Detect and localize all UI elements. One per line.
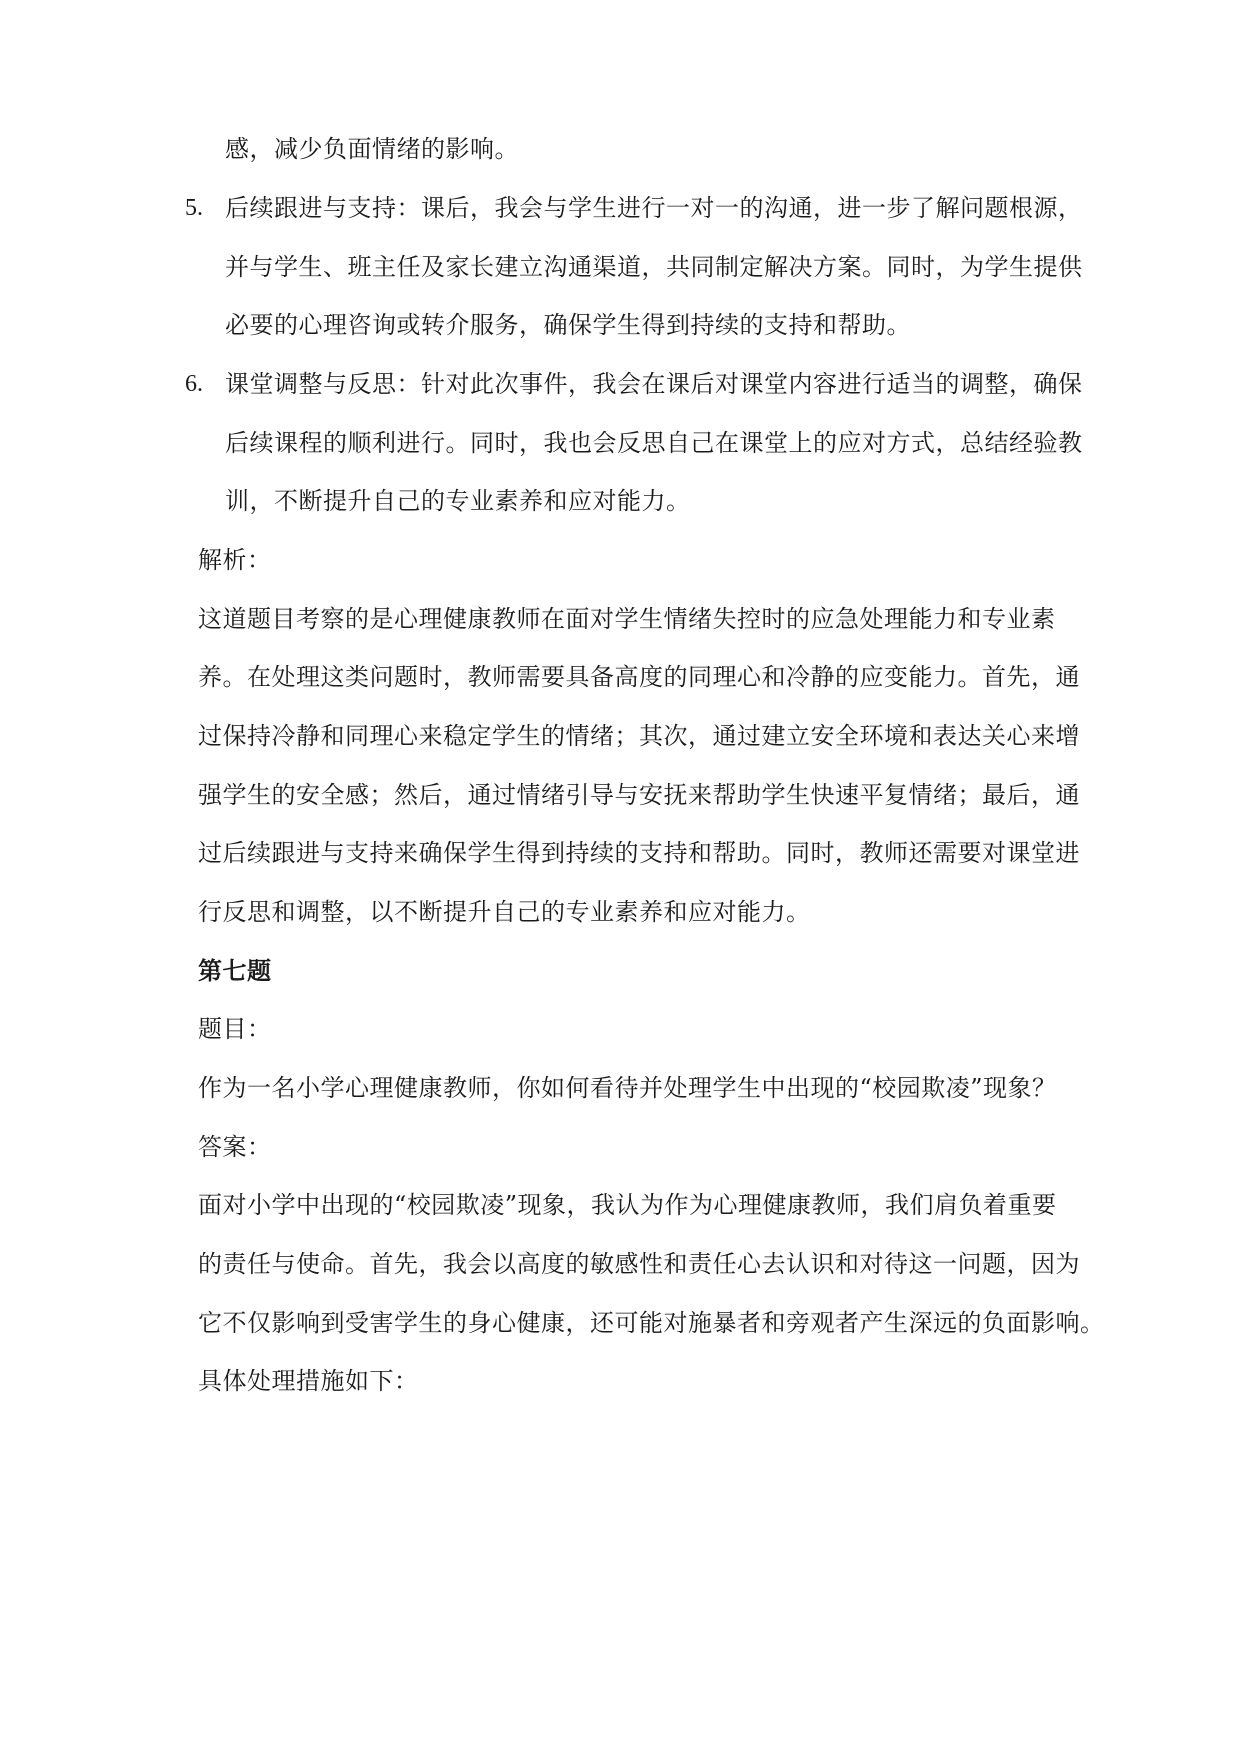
question7-answer-line-3: 它不仅影响到受害学生的身心健康，还可能对施暴者和旁观者产生深远的负面影响。 <box>198 1309 1105 1337</box>
item6-number: 6. <box>185 371 203 397</box>
item6-line-1: 课堂调整与反思：针对此次事件，我会在课后对课堂内容进行适当的调整，确保 <box>225 370 1083 398</box>
analysis-line-4: 强学生的安全感；然后，通过情绪引导与安抚来帮助学生快速平复情绪；最后，通 <box>198 781 1080 809</box>
question7-question-label: 题目： <box>198 1015 272 1043</box>
item5-line-3: 必要的心理咨询或转介服务，确保学生得到持续的支持和帮助。 <box>225 311 911 339</box>
analysis-line-6: 行反思和调整，以不断提升自己的专业素养和应对能力。 <box>198 898 811 926</box>
analysis-line-5: 过后续跟进与支持来确保学生得到持续的支持和帮助。同时，教师还需要对课堂进 <box>198 839 1080 867</box>
item6-line-3: 训，不断提升自己的专业素养和应对能力。 <box>225 487 691 515</box>
item5-line-1: 后续跟进与支持：课后，我会与学生进行一对一的沟通，进一步了解问题根源， <box>225 194 1083 222</box>
analysis-line-3: 过保持冷静和同理心来稳定学生的情绪；其次，通过建立安全环境和表达关心来增 <box>198 722 1080 750</box>
question7-answer-line-2: 的责任与使命。首先，我会以高度的敏感性和责任心去认识和对待这一问题，因为 <box>198 1250 1080 1278</box>
item4-continuation: 感，减少负面情绪的影响。 <box>225 135 519 163</box>
analysis-label: 解析： <box>198 546 272 574</box>
question7-question-text: 作为一名小学心理健康教师，你如何看待并处理学生中出现的“校园欺凌”现象？ <box>198 1074 1057 1102</box>
item5-line-2: 并与学生、班主任及家长建立沟通渠道，共同制定解决方案。同时，为学生提供 <box>225 253 1083 281</box>
item6-line-2: 后续课程的顺利进行。同时，我也会反思自己在课堂上的应对方式，总结经验教 <box>225 429 1083 457</box>
question7-answer-line-4: 具体处理措施如下： <box>198 1367 419 1395</box>
question7-answer-label: 答案： <box>198 1133 272 1161</box>
analysis-line-2: 养。在处理这类问题时，教师需要具备高度的同理心和冷静的应变能力。首先，通 <box>198 663 1080 691</box>
analysis-line-1: 这道题目考察的是心理健康教师在面对学生情绪失控时的应急处理能力和专业素 <box>198 605 1056 633</box>
question7-heading: 第七题 <box>198 956 272 985</box>
item5-number: 5. <box>185 195 203 221</box>
question7-answer-line-1: 面对小学中出现的“校园欺凌”现象，我认为作为心理健康教师，我们肩负着重要 <box>198 1191 1057 1219</box>
